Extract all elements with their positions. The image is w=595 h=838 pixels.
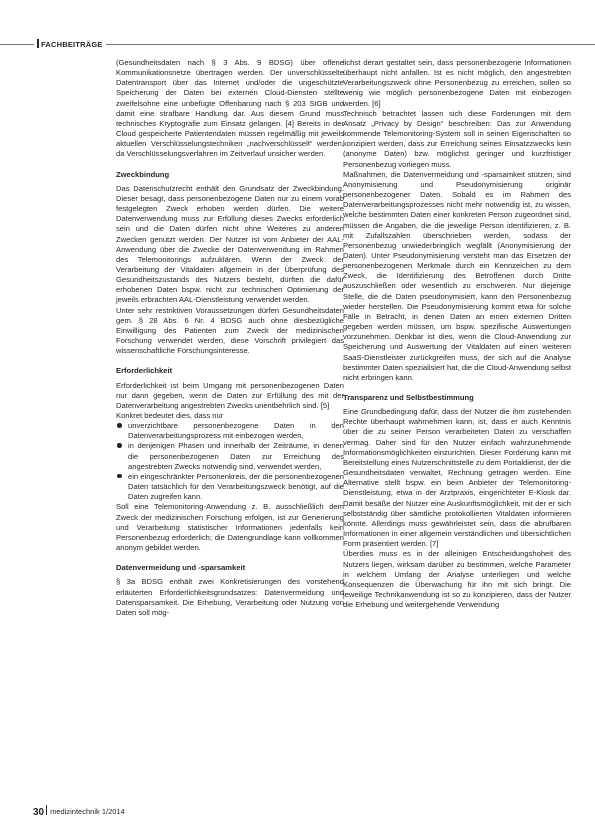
heading-datenvermeidung: Datenvermeidung und -sparsamkeit bbox=[116, 563, 246, 573]
paragraph: Eine Grundbedingung dafür, dass der Nutzer die ihm zustehenden Rechte überhaupt wahrnehmen kann, ist, dass er auch Kenntnis über die zu seiner Person verarbeiteten Daten zu verschaffen vermag. Daher sind für den Nutzer einfach wahrzunehmende Informationsmöglichkeiten einzurichten. Dieser Forderung kann mit Bereitstellung eines Nutzerschnittstelle zu dem Portaldienst, der die Gesundheitsdaten verwaltet, Rechnung getragen werden. Eine Alternative stellt bspw. ein beim Anbieter der Telemonitoring-Dienstleistung, etwa in der Arztpraxis, eingerichteter E-Kiosk dar. Damit besäße der Nutzer eine Auskunftsmöglichkeit, mit der er sich selbstständig über sämtliche protokollierten Vitaldaten informieren könnte. Allerdings muss gewährleistet sein, dass die abrufbaren Informationen in einer allgemein verständlichen und übersichtlichen Form präsentiert werden. [7] bbox=[343, 407, 571, 549]
paragraph: lichst derart gestaltet sein, dass personenbezogene Informationen überhaupt nicht anfallen. Ist es nicht möglich, den angestrebten Verarbeitungszweck ohne Personenbezug zu erreichen, sollen so wenig wie möglich personenbezogene Daten mit einbezogen werden. [6] bbox=[343, 58, 571, 108]
publication-name: medizintechnik 1/2014 bbox=[50, 807, 125, 816]
paragraph: (Gesundheitsdaten nach § 3 Abs. 9 BDSG) über offene Kommunikationsnetze übertragen werden. Der unverschlüsselte Datentransport über das Internet und/oder die ungeschützte Speicherung der Daten bei externen Cloud-Diensten stellte zweifelsohne eine unbefugte Offenbarung nach § 203 StGB und damit eine strafbare Handlung dar. Aus diesem Grund muss technisches Kryptografie zum Einsatz gelangen. [4] Bereits in der Cloud gespeicherte Patientendaten müssen regelmäßig mit jeweils aktuellen Verschlüsselungstechniken „nachverschlüsselt“ werden, da Verschlüsselungsverfahren im Zeitverlauf unsicher werden. bbox=[116, 58, 344, 159]
paragraph: Unter sehr restriktiven Voraussetzungen dürfen Gesundheitsdaten gem. § 28 Abs. 6 Nr. 4 BDSG auch ohne diesbezügliche Einwilligung des Patienten zum Zweck der medizinischen Forschung verwendet werden, diese Vorschrift privilegiert das wissenschaftliche Forschungsinteresse. bbox=[116, 305, 344, 356]
paragraph: Technisch betrachtet lassen sich diese Forderungen mit dem Ansatz „Privacy by Design“ beschreiben: Das zur Anwendung kommende Telemonitoring-System soll in seinen Eigenschaften so konzipiert werden, dass zur Erreichung seines Einsatzzwecks kein (anonyme Daten) bzw. möglichst geringer und kurzfristiger Personenbezug vorliegen muss. bbox=[343, 108, 571, 169]
list-item: in denjenigen Phasen und innerhalb der Zeiträume, in denen die personenbezogenen Daten zur Erreichung des angestrebten Zwecks notwendig sind, verwendet werden, bbox=[116, 441, 344, 471]
page-number: 30 bbox=[33, 807, 45, 818]
list-item: unverzichtbare personenbezogene Daten in den Datenverarbeitungsprozess mit einbezogen werden, bbox=[116, 421, 344, 441]
list-item: ein eingeschränkter Personenkreis, der die personenbezogenen Daten tatsächlich für den Verarbeitungszweck benötigt, auf die Daten zugreifen kann. bbox=[116, 472, 344, 502]
paragraph: Soll eine Telemonitoring-Anwendung z. B. ausschließlich dem Zweck der medizinischen Forschung erfolgen, ist zur Generierung und Verarbeitung statistischer Informationen jedenfalls kein Personenbezug erforderlich; die Datengrundlage kann vollkommen anonym gebildet werden. bbox=[116, 502, 344, 553]
bullet-icon bbox=[117, 474, 122, 479]
footer-divider bbox=[46, 805, 47, 815]
bullet-list bbox=[116, 421, 344, 502]
page-footer bbox=[33, 805, 125, 817]
left-column bbox=[116, 58, 344, 618]
paragraph: Überdies muss es in der alleinigen Entscheidungshoheit des Nutzers liegen, wirksam darüber zu bestimmen, welche Parameter in welchem Umfang der Analyse unterliegen und welche Konsequenzen die Überwachung für ihn mit sich bringt. Die jeweilige Technikanwendung ist so zu konzipieren, dass der Nutzer die Erhebung und weitergehende Verwendung bbox=[343, 549, 571, 610]
section-header bbox=[0, 39, 595, 50]
paragraph: Maßnahmen, die Datenvermeidung und -sparsamkeit stützen, sind Anonymisierung und Pseudonymisierung originär personenbezogener Daten. Sobald es im Rahmen des Datenverarbeitungsprozesses nicht mehr notwendig ist, zu wissen, welche bestimmten Daten einer konkreten Person zugeordnet sind, müssen die Angaben, die die jeweilige Person identifizieren, z. B. mit Zufallszahlen überschrieben werden, sodass der Personenbezug unwiederbringlich wegfällt (Anonymisierung der Daten). Unter Pseudonymisierung versteht man das Ersetzen der personenbezogenen Merkmale durch ein Kennzeichen zu dem Zweck, die Identifizierung des Betroffenen durch Dritte auszuschließen oder wesentlich zu erschweren. Nur diejenige Stelle, die die Daten pseudonymisiert, kann den Personenbezug wieder herstellen. Die Pseudonymisierung kommt etwa für solche Fälle in Betracht, in denen Daten an einen externen Dritten gegeben werden müssen, um bspw. spezifische Auswertungen vorzunehmen. Denkbar ist dies, wenn die Cloud-Anwendung zur Speicherung und Auswertung der Vitaldaten auf einen weiteren SaaS-Dienstleister zurückgreifen muss, der sich auf die Analyse bestimmter Daten spezialisiert hat, die die Cloud-Anwendung selbst nicht erbringen kann. bbox=[343, 169, 571, 382]
paragraph: Erforderlichkeit ist beim Umgang mit personenbezogenen Daten nur dann gegeben, wenn die Daten zur Erfüllung des mit der Datenverarbeitung angestrebten Zwecks unentbehrlich sind. [5] bbox=[116, 380, 344, 410]
section-label-box bbox=[34, 39, 106, 50]
right-column bbox=[343, 58, 571, 610]
paragraph: § 3a BDSG enthält zwei Konkretisierungen des vorstehend erläuterten Erforderlichkeitsgrundsatzes: Datenvermeidung und Datensparsamkeit. Die Erhebung, Verarbeitung oder Nutzung von Daten soll mög- bbox=[116, 577, 344, 617]
paragraph: Das Datenschutzrecht enthält den Grundsatz der Zweckbindung. Dieser besagt, dass personenbezogene Daten nur zu einem vorab festgelegten Zweck erhoben werden dürfen. Die weitere Datenverwendung muss zur Erfüllung dieses Zwecks erforderlich sein und die Daten dürfen nicht ohne Weiteres zu anderen Zwecken genutzt werden. Der Nutzer ist vom Anbieter der AAL-Anwendung über die Zwecke der Datenverwendung im Rahmen des Telemonitorings aufzuklären. Wenn der Zweck der Verarbeitung der Vitaldaten allgemein in der Überprüfung des Gesundheitszustands des Nutzers besteht, dürften die dafür erhobenen Daten bspw. nicht zur technischen Optimierung der jeweils erbrachten AAL-Dienstleistung verwendet werden. bbox=[116, 183, 344, 305]
bullet-icon bbox=[117, 423, 122, 428]
section-marker bbox=[37, 39, 39, 48]
heading-zweckbindung: Zweckbindung bbox=[116, 169, 170, 179]
heading-transparenz: Transparenz und Selbstbestimmung bbox=[343, 393, 474, 402]
section-label: FACHBEITRÄGE bbox=[41, 40, 103, 49]
paragraph: Konkret bedeutet dies, dass nur bbox=[116, 411, 224, 420]
heading-erforderlichkeit: Erforderlichkeit bbox=[116, 366, 173, 376]
bullet-icon bbox=[117, 443, 122, 448]
